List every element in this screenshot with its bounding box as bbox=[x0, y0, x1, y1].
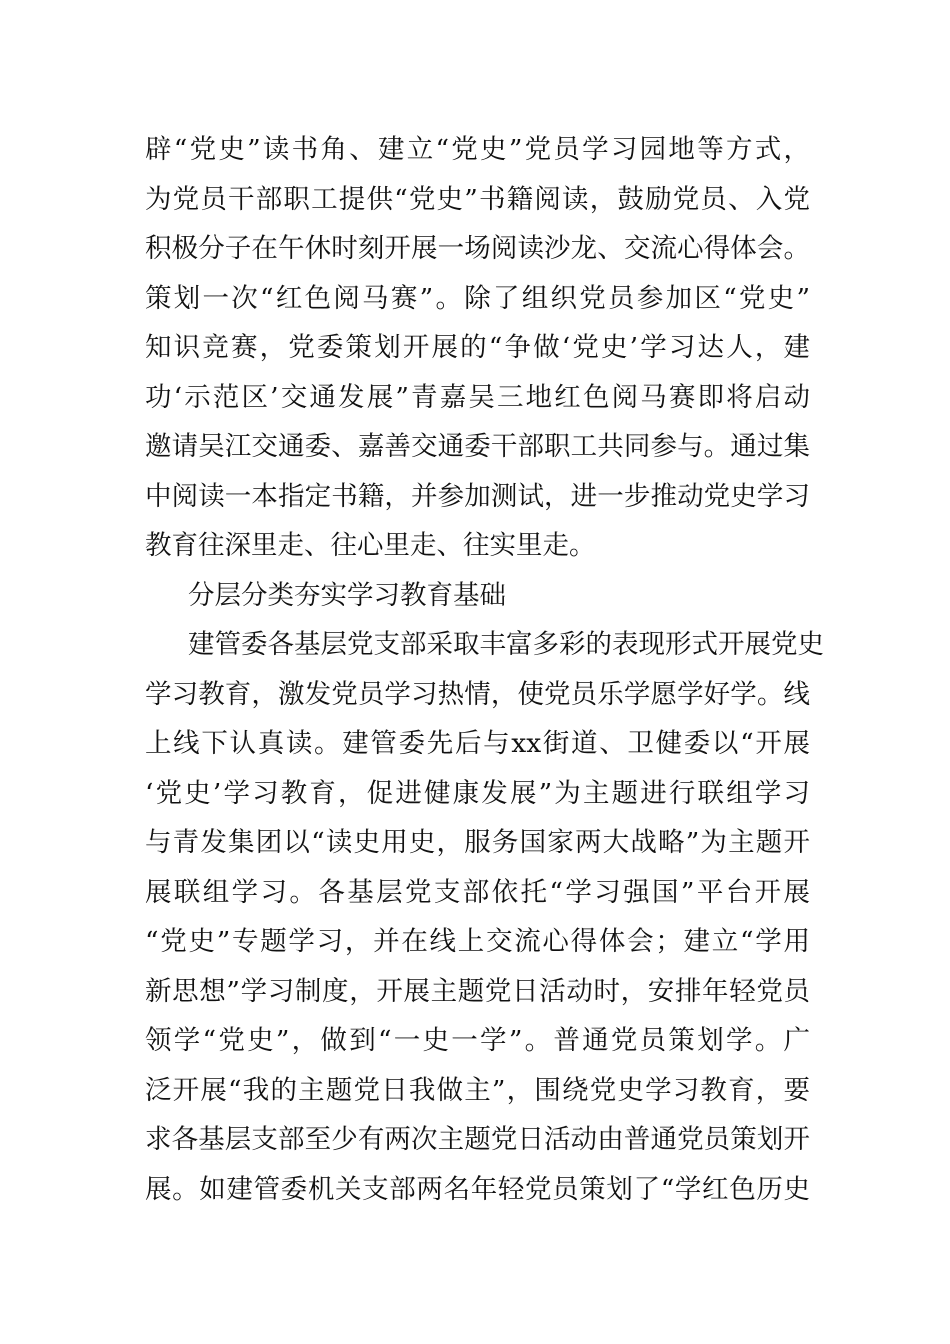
text-line: 功‘示范区’交通发展”青嘉吴三地红色阅马赛即将启动 bbox=[145, 381, 810, 413]
text-line: 为党员干部职工提供“党史”书籍阅读，鼓励党员、入党 bbox=[145, 183, 810, 215]
text-line: 建管委各基层党支部采取丰富多彩的表现形式开展党史 bbox=[188, 629, 824, 660]
text-line: 领学“党史”，做到“一史一学”。普通党员策划学。广 bbox=[145, 1025, 810, 1056]
text-line: 邀请吴江交通委、嘉善交通委干部职工共同参与。通过集 bbox=[145, 431, 810, 462]
text-line: “党史”专题学习，并在线上交流心得体会；建立“学用 bbox=[145, 926, 810, 957]
text-line: 求各基层支部至少有两次主题党日活动由普通党员策划开 bbox=[145, 1124, 810, 1155]
text-line: ‘党史’学习教育，促进健康发展”为主题进行联组学习 bbox=[145, 777, 810, 809]
text-line: 泛开展“我的主题党日我做主”，围绕党史学习教育，要 bbox=[145, 1074, 810, 1106]
text-line: 新思想”学习制度，开展主题党日活动时，安排年轻党员 bbox=[145, 975, 810, 1007]
text-line: 辟“党史”读书角、建立“党史”党员学习园地等方式， bbox=[145, 134, 810, 165]
text-line: 策划一次“红色阅马赛”。除了组织党员参加区“党史” bbox=[145, 282, 810, 314]
text-line: 教育往深里走、往心里走、往实里走。 bbox=[145, 530, 596, 561]
text-line: 展。如建管委机关支部两名年轻党员策划了“学红色历史 bbox=[145, 1173, 810, 1205]
text-line: 上线下认真读。建管委先后与xx街道、卫健委以“开展 bbox=[145, 728, 810, 759]
text-line: 知识竞赛，党委策划开展的“争做‘党史’学习达人，建 bbox=[145, 332, 810, 363]
text-line: 积极分子在午休时刻开展一场阅读沙龙、交流心得体会。 bbox=[145, 233, 810, 264]
section-heading: 分层分类夯实学习教育基础 bbox=[188, 579, 506, 611]
text-line: 展联组学习。各基层党支部依托“学习强国”平台开展 bbox=[145, 876, 810, 908]
text-line: 与青发集团以“读史用史，服务国家两大战略”为主题开 bbox=[145, 827, 810, 858]
body-text bbox=[145, 125, 824, 1214]
text-line: 中阅读一本指定书籍，并参加测试，进一步推动党史学习 bbox=[145, 480, 810, 512]
text-line: 学习教育，激发党员学习热情，使党员乐学愿学好学。线 bbox=[145, 678, 810, 710]
